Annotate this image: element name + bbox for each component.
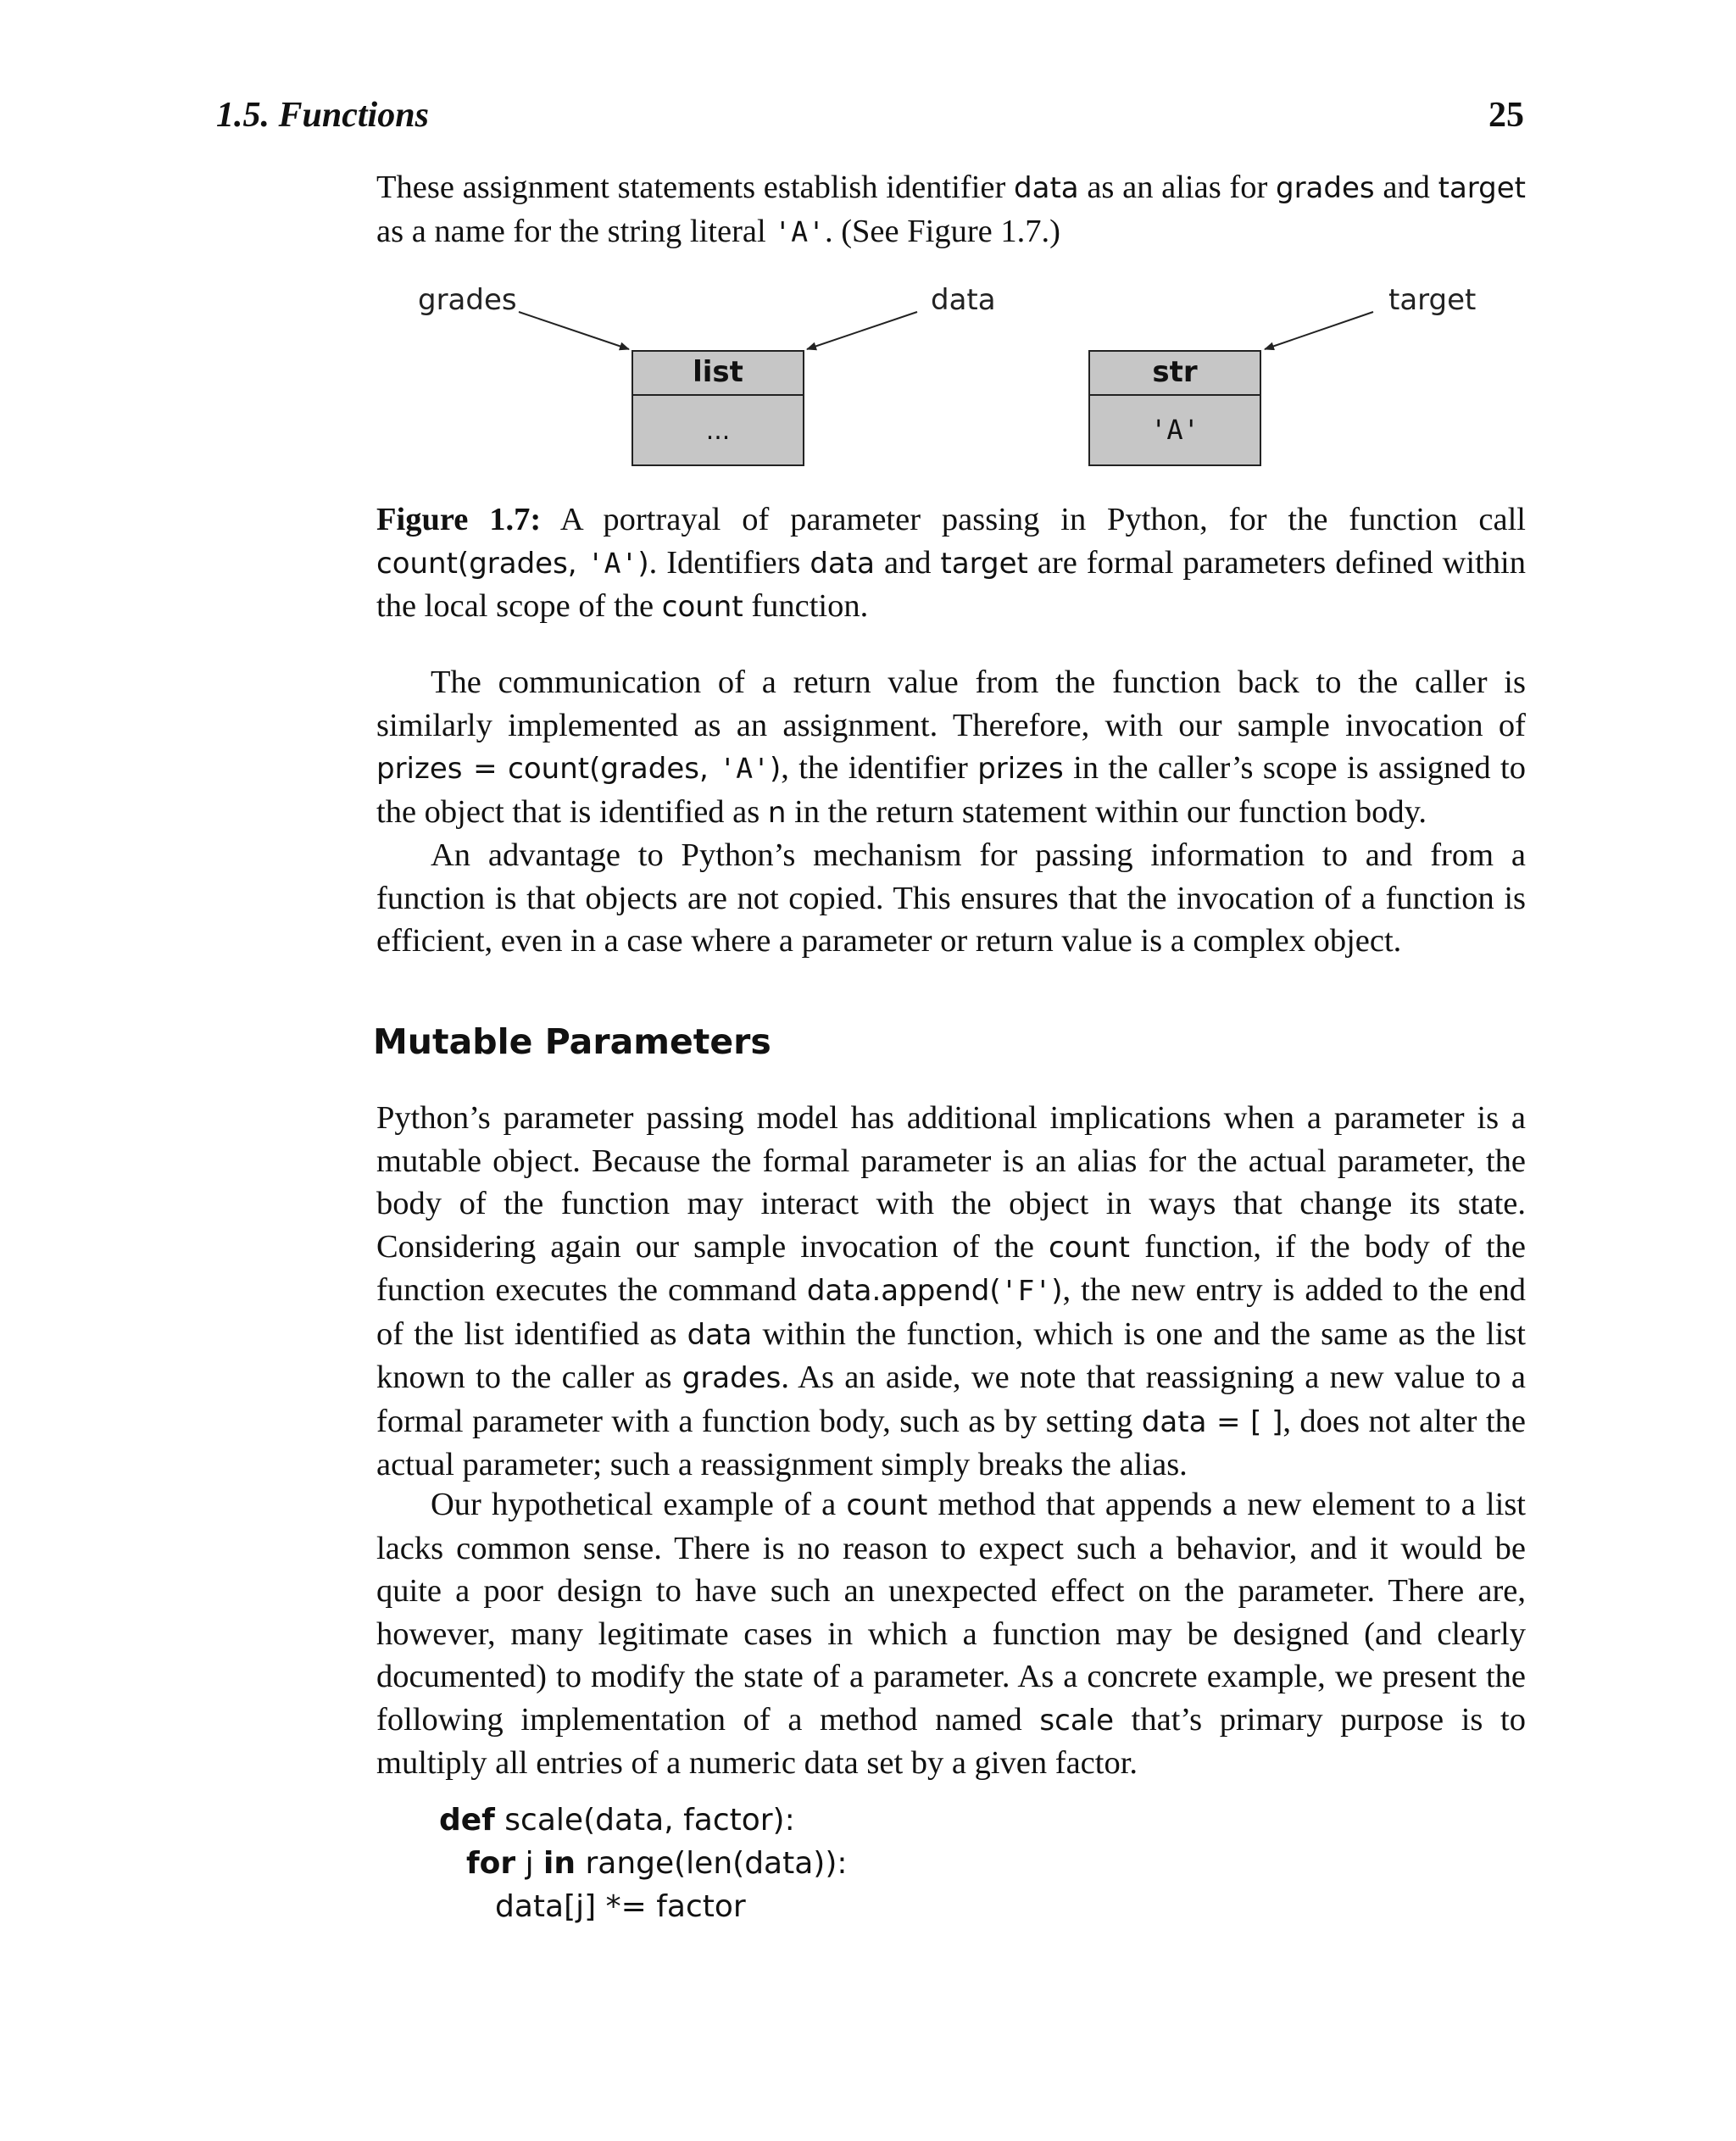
page-number: 25 — [1488, 96, 1524, 135]
arrow-target-to-str — [1265, 312, 1373, 349]
list-type-label: list — [693, 355, 743, 389]
figure-caption: Figure 1.7: A portrayal of parameter passing in Python, for the function call count(grades, 'A'). Identifiers data and target are formal parameters defined within the local scope of the count function. — [376, 502, 1527, 624]
str-object-box — [1089, 351, 1260, 465]
label-grades: grades — [418, 283, 517, 317]
arrow-grades-to-list — [519, 312, 629, 349]
running-header-section: 1.5. Functions — [216, 96, 429, 135]
label-data: data — [931, 283, 996, 317]
str-value: 'A' — [1150, 414, 1199, 446]
code-line-3: data[j] *= factor — [495, 1889, 746, 1924]
list-value: ... — [705, 416, 731, 446]
list-object-box — [632, 351, 804, 465]
figure-1-7-diagram — [0, 0, 1736, 509]
str-type-label: str — [1152, 355, 1198, 389]
code-line-1: def scale(data, factor): — [439, 1803, 795, 1838]
body-paragraph-mutable: Python’s parameter passing model has additional implications when a parameter is a mutable object. Because the formal parameter is an alias for the actual parameter, the body of the function may interact with the object in ways that change its state. Considering again our sample invocation of the count function, if the body of the function executes the command data.append('F'), the new entry is added to the end of the list identified as data within the function, which is one and the same as the list known to the caller as grades. As an aside, we note that reassigning a new value to a formal parameter with a function body, such as by setting data = [ ], does not alter the actual parameter; such a reassignment simply breaks the alias. — [376, 1100, 1526, 1482]
section-heading: Mutable Parameters — [373, 1021, 771, 1062]
arrow-data-to-list — [807, 312, 917, 349]
body-paragraph-advantage: An advantage to Python’s mechanism for passing information to and from a function is that objects are not copied. This ensures that the invocation of a function is efficient, even in a case where a parameter or return value is a complex object. — [376, 837, 1526, 959]
code-line-2: for j in range(len(data)): — [466, 1846, 848, 1881]
intro-paragraph: These assignment statements establish identifier data as an alias for grades and target as a name for the string literal 'A'. (See Figure 1.7.) — [376, 170, 1526, 249]
body-paragraph-example: Our hypothetical example of a count method that appends a new element to a list lacks common sense. There is no reason to expect such a behavior, and it would be quite a poor design to have such an unexpected effect on the parameter. There are, however, many legitimate cases in which a function may be designed (and clearly documented) to modify the state of a parameter. As a concrete example, we present the following implementation of a method named scale that’s primary purpose is to multiply all entries of a numeric data set by a given factor. — [376, 1487, 1526, 1781]
body-paragraph-return-value: The communication of a return value from the function back to the caller is similarly implemented as an assignment. Therefore, with our sample invocation of prizes = count(grades, 'A'), the identifier prizes in the caller’s scope is assigned to the object that is identified as n in the return statement within our function body. — [376, 665, 1526, 830]
label-target: target — [1388, 283, 1477, 317]
